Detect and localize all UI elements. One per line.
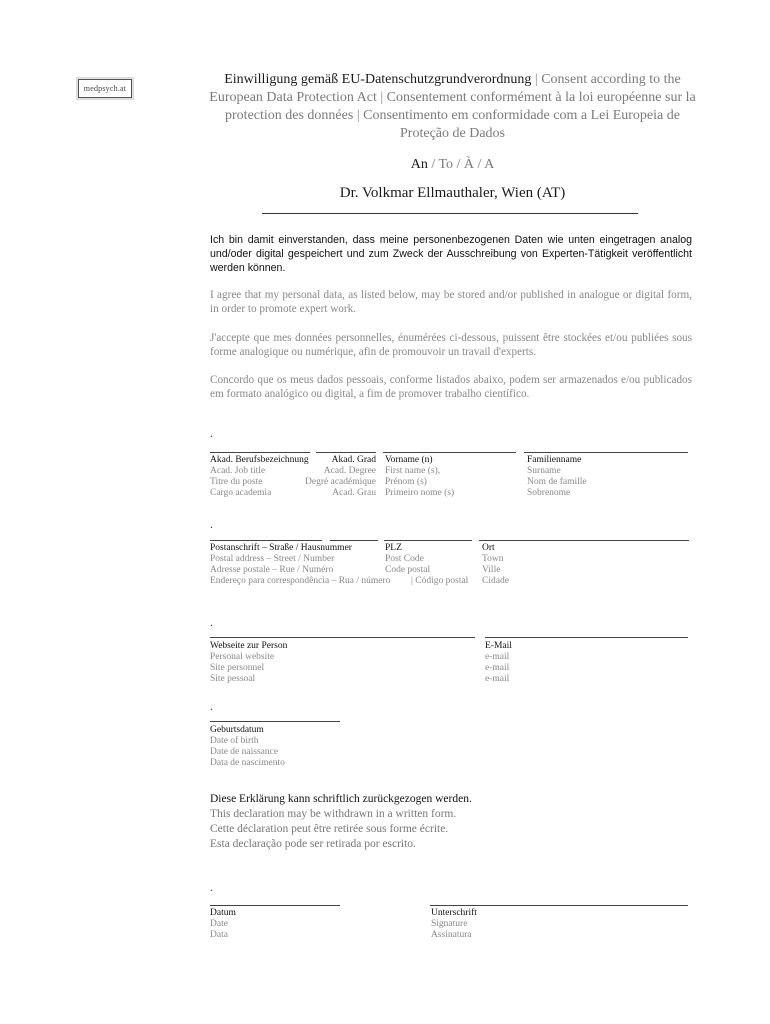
label-de: Ort [482,543,495,553]
label-en: Surname [527,466,561,476]
label-de: PLZ [385,543,402,553]
label-pt: Cargo academia [210,488,272,498]
signature-label [431,908,581,941]
label-fr: Degré académique [305,477,376,487]
label-en: Signature [431,919,468,929]
label-de: Datum [210,908,236,918]
label-de: Webseite zur Person [210,641,288,651]
street-field[interactable] [210,540,322,541]
job-title-field[interactable] [210,452,310,453]
date-field[interactable] [210,905,340,906]
website-label [210,641,410,685]
consent-text-fr: J'accepte que mes données personnelles, énumérées ci-dessous, puissent être stockées et/ou publiées sous forme analogique ou numérique, afin de promouvoir un travail d'experts. [210,332,692,358]
label-de: Vorname (n) [385,455,433,465]
surname-field[interactable] [524,452,688,453]
addressee-label [205,157,700,173]
to-de: An [410,157,428,172]
post-code-label [385,543,480,587]
logo: medpsych.at [78,79,132,98]
label-pt: Site pessoal [210,674,256,684]
website-field[interactable] [210,637,475,638]
label-pt: | Código postal [411,576,469,586]
label-de: Familienname [527,455,582,465]
email-field[interactable] [485,637,688,638]
notice-fr: Cette déclaration peut être retirée sous forme écrite. [210,823,449,835]
title-en: Consent according to the European Data Protection Act [209,72,681,105]
label-en: Date [210,919,228,929]
label-en: e-mail [485,652,510,662]
title-de: Einwilligung gemäß EU-Datenschutzgrundverordnung [224,72,532,87]
email-label [485,641,585,685]
label-fr: Code postal [385,565,431,575]
notice-pt: Esta declaração pode ser retirada por escrito. [210,838,416,850]
label-en: First name (s), [385,466,441,476]
title-fr: Consentement conformément à la loi européenne sur la protection des données [225,90,696,123]
field-dot: . [210,426,213,440]
label-pt: Data de nascimento [210,758,285,768]
label-en: Personal website [210,652,275,662]
signature-field[interactable] [430,905,688,906]
label-fr: Ville [482,565,501,575]
consent-text-pt: Concordo que os meus dados pessoais, conforme listados abaixo, podem ser armazenados e/ou publicados em formato analógico ou digital, a fim de promover trabalho científico. [210,374,692,400]
label-pt: Acad. Grau [332,488,376,498]
label-fr: Titre du poste [210,477,263,487]
date-label [210,908,360,941]
label-fr: Adresse postale – Rue / Numéro [210,565,334,575]
page-title [205,71,700,143]
field-dot: . [210,880,213,894]
label-en: Town [482,554,504,564]
field-dot: . [210,517,213,531]
recipient-name: Dr. Volkmar Ellmauthaler, Wien (AT) [339,185,566,201]
label-de: Akad. Berufsbezeichnung [210,455,309,465]
field-dot: . [210,615,213,629]
to-others: / To / À / A [427,157,495,172]
field-dot: . [210,699,213,713]
title-separator: | [376,90,387,105]
label-de: E-Mail [485,641,512,651]
label-de: Unterschrift [431,908,477,918]
notice-en: This declaration may be withdrawn in a written form. [210,808,457,820]
title-pt: Consentimento em conformidade com a Lei Europeia de Proteção de Dados [363,108,680,141]
birth-date-field[interactable] [210,721,340,722]
label-pt: Primeiro nome (s) [385,488,455,498]
post-code-field[interactable] [384,540,472,541]
first-name-label [385,455,515,499]
label-pt: Endereço para correspondência – Rua / número [210,576,391,586]
town-label [482,543,582,587]
label-pt: e-mail [485,674,510,684]
surname-label [527,455,687,499]
notice-de: Diese Erklärung kann schriftlich zurückgezogen werden. [210,793,472,805]
label-en: Date of birth [210,736,259,746]
label-en: Acad. Degree [323,466,376,476]
withdrawal-notice [210,792,472,852]
label-de: Postanschrift – Straße / Hausnummer [210,543,352,553]
label-fr: Site personnel [210,663,265,673]
recipient-underline [262,213,638,214]
title-separator: | [353,108,364,123]
degree-field[interactable] [316,452,376,453]
label-pt: Data [210,930,228,940]
label-fr: Prénom (s) [385,477,427,487]
first-name-field[interactable] [383,452,516,453]
title-separator: | [531,72,542,87]
label-fr: Nom de famille [527,477,587,487]
label-en: Acad. Job title [210,466,266,476]
consent-text-de: Ich bin damit einverstanden, dass meine personenbezogenen Daten wie unten eingetragen analog und/oder digital gespeichert und zum Zweck der Ausschreibung von Experten-Tätigkeit veröffentlicht werden können. [210,234,692,274]
birth-date-label [210,725,410,769]
label-pt: Sobrenome [527,488,571,498]
label-fr: e-mail [485,663,510,673]
label-fr: Date de naissance [210,747,279,757]
consent-text-en: I agree that my personal data, as listed below, may be stored and/or published in analogue or digital form, in order to promote expert work. [210,289,692,315]
degree-label [295,455,376,499]
label-pt: Cidade [482,576,509,586]
street-number-field[interactable] [330,540,378,541]
town-field[interactable] [479,540,689,541]
label-pt: Assinatura [431,930,472,940]
label-de: Geburtsdatum [210,725,264,735]
label-en: Postal address – Street / Number [210,554,335,564]
label-de: Akad. Grad [331,455,376,465]
label-en: Post Code [385,554,424,564]
